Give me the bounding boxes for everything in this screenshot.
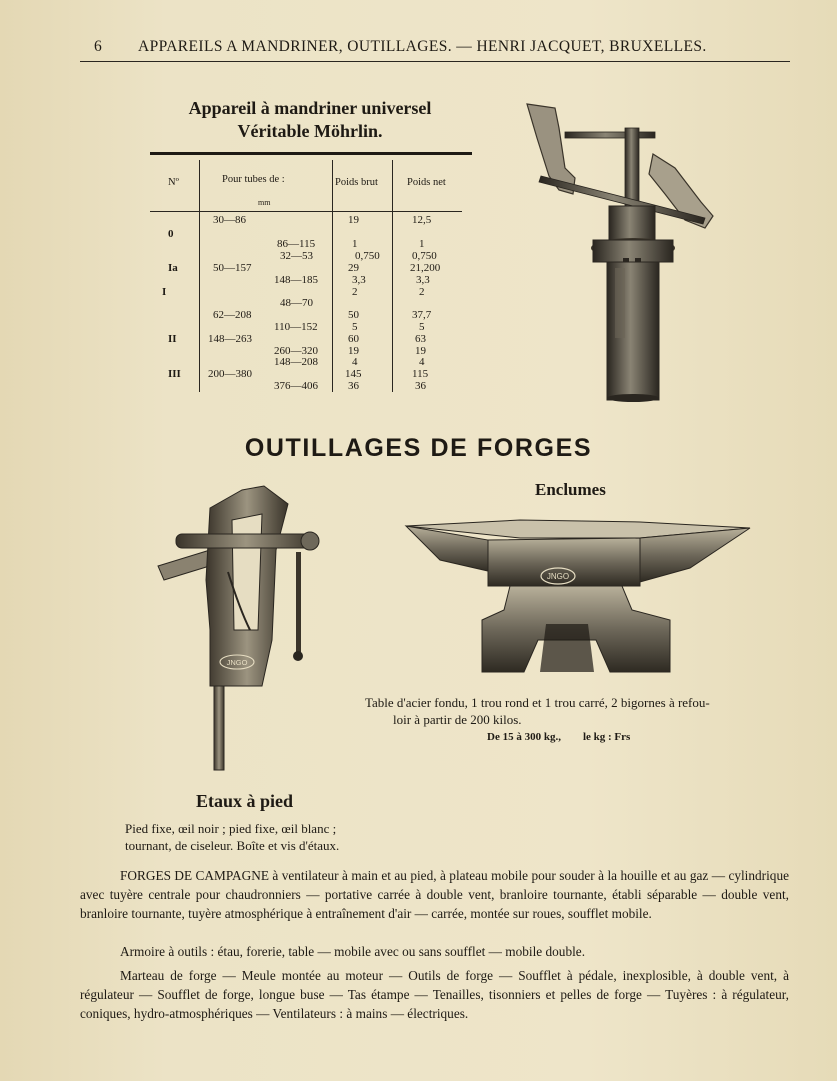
brut-cell: 19	[348, 345, 359, 357]
range-cell: 148—263	[208, 333, 252, 345]
range-cell: 48—70	[280, 297, 313, 309]
table-header-rule	[150, 211, 462, 212]
etaux-description	[125, 820, 415, 854]
header-rule	[80, 61, 790, 62]
page-header	[80, 36, 790, 60]
brut-cell: 60	[348, 333, 359, 345]
col-header-net: Poids net	[407, 177, 446, 188]
brut-cell: 1	[352, 238, 358, 250]
net-cell: 36	[415, 380, 426, 392]
net-cell: 5	[419, 321, 425, 333]
row-label: II	[168, 333, 177, 345]
tube-expander-illustration	[515, 98, 720, 403]
brut-cell: 145	[345, 368, 362, 380]
net-cell: 115	[412, 368, 429, 380]
net-cell: 3,3	[416, 274, 430, 286]
enclumes-price: De 15 à 300 kg., le kg : Frs	[487, 731, 631, 743]
anvil-illustration	[400, 516, 756, 678]
brut-cell: 4	[352, 356, 358, 368]
etaux-desc-line1: Pied fixe, œil noir ; pied fixe, œil blanc ;	[125, 821, 337, 836]
vice-illustration	[150, 480, 325, 775]
etaux-title: Etaux à pied	[196, 791, 294, 811]
enclumes-description	[365, 694, 795, 728]
row-label: Ia	[168, 262, 178, 274]
brut-cell: 19	[348, 214, 359, 226]
range-cell: 62—208	[213, 309, 252, 321]
net-cell: 1	[419, 238, 425, 250]
range-cell: 376—406	[274, 380, 318, 392]
brut-cell: 5	[352, 321, 358, 333]
enclumes-title: Enclumes	[535, 480, 606, 499]
row-label: 0	[168, 228, 174, 240]
mandriner-title-line1: Appareil à mandriner universel	[188, 98, 432, 118]
mandriner-title-line2: Véritable Möhrlin.	[237, 121, 383, 141]
net-cell: 37,7	[412, 309, 432, 321]
anvil-brand-mark: JNGO	[546, 572, 570, 581]
running-head: APPAREILS A MANDRINER, OUTILLAGES. — HENRI JACQUET, BRUXELLES.	[138, 38, 707, 55]
range-cell: 148—185	[274, 274, 318, 286]
brut-cell: 29	[348, 262, 359, 274]
enclumes-desc-line1: Table d'acier fondu, 1 trou rond et 1 trou carré, 2 bigornes à refou-	[365, 695, 710, 710]
col-header-tubes: Pour tubes de :	[222, 174, 285, 185]
table-col-divider	[199, 160, 200, 392]
brut-cell: 36	[348, 380, 359, 392]
table-col-divider	[392, 160, 393, 392]
col-header-brut: Poids brut	[335, 177, 378, 188]
etaux-desc-line2: tournant, de ciseleur. Boîte et vis d'étaux.	[125, 838, 340, 853]
section-title-forges: OUTILLAGES DE FORGES	[244, 434, 593, 462]
row-label: I	[162, 286, 167, 298]
range-cell: 30—86	[213, 214, 246, 226]
net-cell: 12,5	[412, 214, 432, 226]
brut-cell: 3,3	[352, 274, 366, 286]
range-cell: 110—152	[274, 321, 318, 333]
enclumes-desc-line2: loir à partir de 200 kilos.	[393, 712, 522, 727]
brut-cell: 0,750	[355, 250, 380, 262]
net-cell: 2	[419, 286, 425, 298]
range-cell: 32—53	[280, 250, 313, 262]
marteau-paragraph: Marteau de forge — Meule montée au moteur — Outils de forge — Soufflet à pédale, inexplosible, à double vent, à régulateur — Soufflet de forge, longue buse — Tas étampe — Tenailles, tisonniers et pelles de forge — Tuyères : à régulateur, coniques, hydro-atmosphériques — Ventilateurs : à mains — électriques.	[80, 968, 789, 1021]
range-cell: 260—320	[274, 345, 318, 357]
col-header-no: Nº	[168, 177, 179, 188]
range-cell: 86—115	[277, 238, 316, 250]
forges-campagne-paragraph: FORGES DE CAMPAGNE à ventilateur à main et au pied, à plateau mobile pour souder à la houille et au gaz — cylindrique avec tuyère centrale pour chaudronniers — portative carrée à double vent, branloire tournante, établi séparable — double vent, branloire tournante, tuyère atmosphérique à entraînement d'air — carrée, montée sur roues, soufflet mobile.	[80, 868, 789, 921]
net-cell: 0,750	[412, 250, 437, 262]
net-cell: 19	[415, 345, 426, 357]
net-cell: 4	[419, 356, 425, 368]
page-number: 6	[94, 38, 103, 55]
range-cell: 148—208	[274, 356, 318, 368]
brut-cell: 50	[348, 309, 359, 321]
net-cell: 21,200	[410, 262, 441, 274]
vice-brand-mark: JNGO	[226, 658, 248, 667]
range-cell: 200—380	[208, 368, 252, 380]
col-header-tubes-unit: mm	[258, 198, 271, 207]
table-col-divider	[332, 160, 333, 392]
range-cell: 50—157	[213, 262, 252, 274]
armoire-paragraph: Armoire à outils : étau, forerie, table — mobile avec ou sans soufflet — mobile double.	[120, 944, 586, 959]
table-top-rule	[150, 152, 472, 155]
brut-cell: 2	[352, 286, 358, 298]
net-cell: 63	[415, 333, 426, 345]
row-label: III	[168, 368, 181, 380]
